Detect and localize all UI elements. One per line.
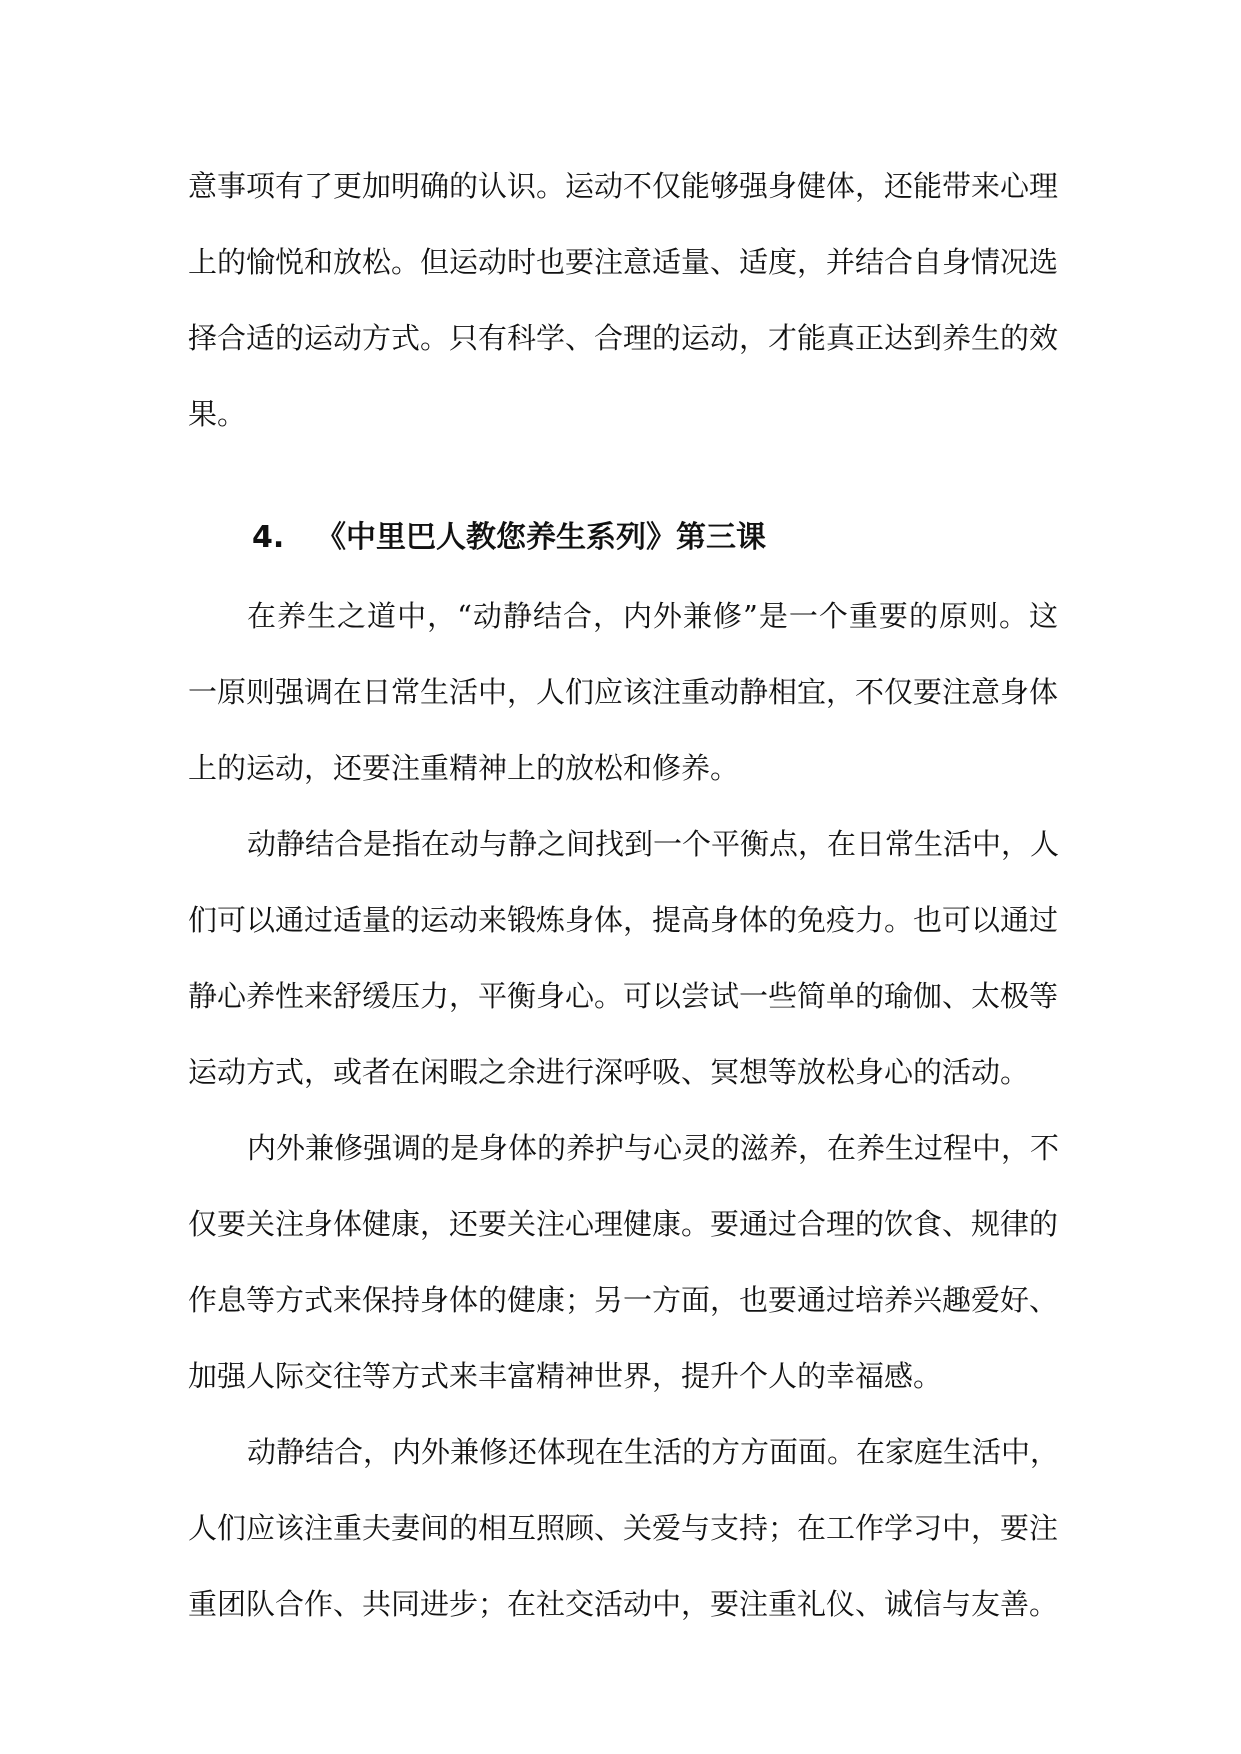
section-title: 《中里巴人教您养生系列》第三课 xyxy=(316,520,766,555)
text-line: 运动方式，或者在闲暇之余进行深呼吸、冥想等放松身心的活动。 xyxy=(188,1055,1030,1089)
text-line: 作息等方式来保持身体的健康；另一方面，也要通过培养兴趣爱好、 xyxy=(188,1283,1059,1317)
text-line: 人们应该注重夫妻间的相互照顾、关爱与支持；在工作学习中，要注 xyxy=(188,1511,1059,1545)
text-line: 上的运动，还要注重精神上的放松和修养。 xyxy=(188,751,740,785)
section-spacer xyxy=(188,452,1058,500)
paragraph xyxy=(188,578,1058,806)
text-line: 果。 xyxy=(188,397,247,431)
text-line: 仅要关注身体健康，还要关注心理健康。要通过合理的饮食、规律的 xyxy=(188,1207,1059,1241)
document-page xyxy=(188,148,1058,1642)
text-line: 们可以通过适量的运动来锻炼身体，提高身体的免疫力。也可以通过 xyxy=(188,903,1059,937)
intro-paragraph xyxy=(188,148,1058,452)
section-heading xyxy=(188,500,1058,576)
section-number: 4. xyxy=(252,520,285,555)
text-line: 上的愉悦和放松。但运动时也要注意适量、适度，并结合自身情况选 xyxy=(188,245,1059,279)
text-line: 静心养性来舒缓压力，平衡身心。可以尝试一些简单的瑜伽、太极等 xyxy=(188,979,1059,1013)
text-line: 加强人际交往等方式来丰富精神世界，提升个人的幸福感。 xyxy=(188,1359,943,1393)
text-line: 一原则强调在日常生活中，人们应该注重动静相宜，不仅要注意身体 xyxy=(188,675,1059,709)
text-line: 择合适的运动方式。只有科学、合理的运动，才能真正达到养生的效 xyxy=(188,321,1059,355)
text-line: 内外兼修强调的是身体的养护与心灵的滋养，在养生过程中，不 xyxy=(247,1131,1060,1165)
paragraph xyxy=(188,1110,1058,1414)
text-line: 意事项有了更加明确的认识。运动不仅能够强身健体，还能带来心理 xyxy=(188,169,1059,203)
text-line: 在养生之道中，“动静结合，内外兼修”是一个重要的原则。这 xyxy=(247,599,1058,633)
text-line: 重团队合作、共同进步；在社交活动中，要注重礼仪、诚信与友善。 xyxy=(188,1587,1059,1621)
paragraph xyxy=(188,806,1058,1110)
paragraph xyxy=(188,1414,1058,1642)
text-line: 动静结合是指在动与静之间找到一个平衡点，在日常生活中，人 xyxy=(247,827,1060,861)
text-line: 动静结合，内外兼修还体现在生活的方方面面。在家庭生活中， xyxy=(247,1435,1060,1469)
